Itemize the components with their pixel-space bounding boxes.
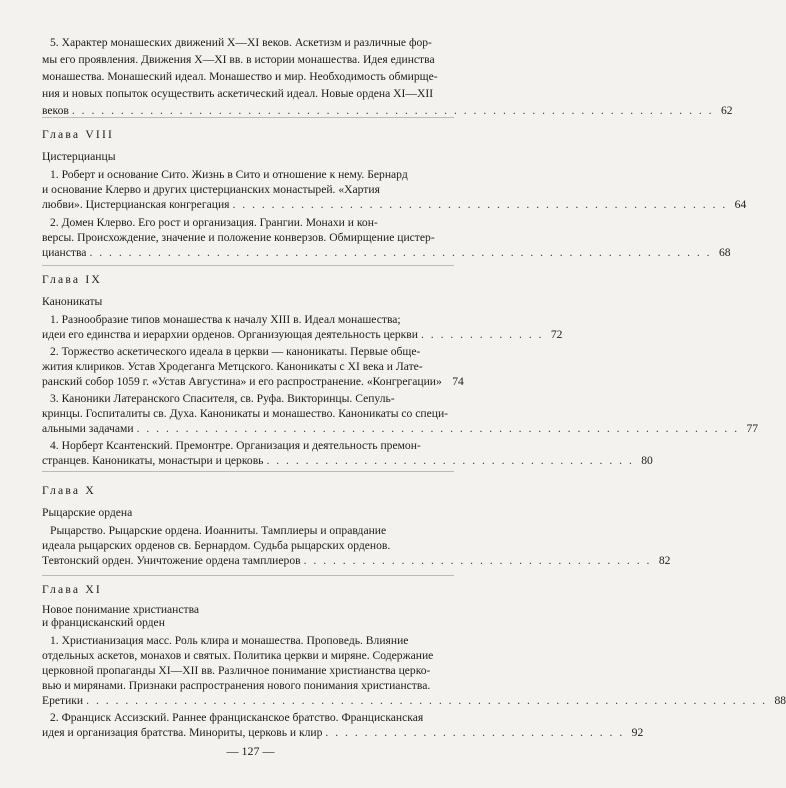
- toc-line: жития клириков. Устав Хродеганга Метцского. Каноникаты с XI века и Лате-: [42, 360, 423, 373]
- toc-line: идея и организация братства. Минориты, церковь и клир: [42, 726, 323, 739]
- chapter-title: Новое понимание христианства: [42, 603, 200, 616]
- page-number: 62: [720, 104, 733, 117]
- leader-dots: . . . . . . . . . . . . . . . . . . . . . . . . . . . . . . . . . . . . . . . . . . . . . . . . . . .: [232, 198, 728, 211]
- chapter-title: Цистерцианцы: [42, 150, 116, 163]
- chapter-heading: Глава XI: [42, 583, 102, 596]
- toc-line: любви». Цистерцианская конгрегация: [42, 198, 230, 211]
- toc-last-line: [42, 694, 786, 708]
- section-divider: [42, 575, 454, 576]
- toc-line: 1. Роберт и основание Сито. Жизнь в Сито и отношение к нему. Бернард: [50, 168, 408, 181]
- page-number: 64: [734, 198, 747, 211]
- toc-line: ния и новых попыток осуществить аскетический идеал. Новые ордена XI—XII: [42, 87, 434, 100]
- section-divider: [42, 471, 454, 472]
- toc-last-line: [42, 554, 671, 568]
- toc-line: 2. Торжество аскетического идеала в церкви — каноникаты. Первые обще-: [50, 345, 421, 358]
- toc-line: монашества. Монашеский идеал. Монашество и мир. Необходимость обмирще-: [42, 70, 438, 83]
- toc-last-line: [42, 422, 759, 436]
- toc-last-line: [42, 328, 563, 342]
- leader-dots: . . . . . . . . . . . . .: [420, 328, 544, 341]
- toc-line: Рыцарство. Рыцарские ордена. Иоанниты. Тамплиеры и оправдание: [50, 524, 387, 537]
- page-number: 88: [774, 694, 786, 707]
- toc-line: 1. Разнообразие типов монашества к началу XIII в. Идеал монашества;: [50, 313, 401, 326]
- page-number: 77: [746, 422, 759, 435]
- leader-dots: . . . . . . . . . . . . . . . . . . . . . . . . . . . . . . . . . . . .: [303, 554, 652, 567]
- section-divider: [42, 117, 454, 118]
- toc-last-line: [42, 198, 747, 212]
- page-number: 68: [718, 246, 731, 259]
- toc-last-line: [42, 726, 644, 740]
- page-number: 92: [631, 726, 644, 739]
- toc-line: Тевтонский орден. Уничтожение ордена тамплиеров: [42, 554, 301, 567]
- toc-last-line: [42, 454, 653, 468]
- toc-line: странцев. Каноникаты, монастыри и церковь: [42, 454, 264, 467]
- chapter-title: Каноникаты: [42, 295, 103, 308]
- toc-line: и основание Клерво и других цистерцианских монастырей. «Хартия: [42, 183, 380, 196]
- leader-dots: . . . . . . . . . . . . . . . . . . . . . . . . . . . . . . . . . . . . . .: [266, 454, 634, 467]
- chapter-title: и францисканский орден: [42, 616, 165, 629]
- toc-line: версы. Происхождение, значение и положение конверзов. Обмирщение цистер-: [42, 231, 435, 244]
- leader-dots: . . . . . . . . . . . . . . . . . . . . . . . . . . . . . . . . . . . . . . . . . . . . . . . . . . . . . . . . . . . . . . . .: [89, 246, 712, 259]
- toc-line: идеи его единства и иерархии орденов. Организующая деятельность церкви: [42, 328, 418, 341]
- chapter-title: Рыцарские ордена: [42, 506, 133, 519]
- toc-line: цианства: [42, 246, 87, 259]
- leader-dots: . . . . . . . . . . . . . . . . . . . . . . . . . . . . . . . . . . . . . . . . . . . . . . . . . . . . . . . . . . . . . . . . . . . . . .: [86, 694, 768, 707]
- toc-line: идеала рыцарских орденов св. Бернардом. Судьба рыцарских орденов.: [42, 539, 391, 552]
- toc-line: веков: [42, 104, 69, 117]
- toc-line: 5. Характер монашеских движений X—XI веков. Аскетизм и различные фор-: [50, 36, 432, 49]
- page-number: 72: [550, 328, 563, 341]
- toc-line: церковной пропаганды XI—XII вв. Различное понимание христианства церко-: [42, 664, 431, 677]
- section-divider: [42, 265, 454, 266]
- page-number: 82: [658, 554, 671, 567]
- page-number: 80: [641, 454, 653, 467]
- toc-last-line: [42, 246, 731, 260]
- leader-dots: . . . . . . . . . . . . . . . . . . . . . . . . . . . . . . .: [325, 726, 625, 739]
- chapter-heading: Глава X: [42, 484, 96, 497]
- toc-line: Еретики: [42, 694, 84, 707]
- toc-line: 2. Франциск Ассизский. Раннее францисканское братство. Францисканская: [50, 711, 424, 724]
- toc-line: кринцы. Госпиталиты св. Духа. Каноникаты и монашество. Каноникаты со специ-: [42, 407, 449, 420]
- toc-line: 2. Домен Клерво. Его рост и организация. Грангии. Монахи и кон-: [50, 216, 378, 229]
- toc-line: вью и мирянами. Признаки распространения нового понимания христианства.: [42, 679, 431, 692]
- chapter-heading: Глава IX: [42, 273, 102, 286]
- toc-line: ранский собор 1059 г. «Устав Августина» и его распространение. «Конгрегации»: [42, 375, 442, 388]
- toc-line: отдельных аскетов, монахов и святых. Политика церкви и миряне. Содержание: [42, 649, 434, 662]
- toc-last-line: [42, 375, 464, 389]
- chapter-heading: Глава VIII: [42, 128, 115, 141]
- page-footer-number: — 127 —: [226, 744, 275, 758]
- leader-dots: . . . . . . . . . . . . . . . . . . . . . . . . . . . . . . . . . . . . . . . . . . . . . . . . . . . . . . . . . . . . . . . . . .: [71, 104, 714, 117]
- page-number: 74: [452, 375, 464, 388]
- leader-dots: . . . . . . . . . . . . . . . . . . . . . . . . . . . . . . . . . . . . . . . . . . . . . . . . . . . . . . . . . . . . . .: [136, 422, 740, 435]
- toc-line: 4. Норберт Ксантенский. Премонтре. Организация и деятельность премон-: [50, 439, 421, 452]
- toc-line: 3. Каноники Латеранского Спасителя, св. Руфа. Викторинцы. Сепуль-: [50, 392, 395, 405]
- toc-line: 1. Христианизация масс. Роль клира и монашества. Проповедь. Влияние: [50, 634, 409, 647]
- toc-last-line: [42, 104, 733, 118]
- toc-line: мы его проявления. Движения X—XI вв. в истории монашества. Идея единства: [42, 53, 435, 66]
- toc-line: альными задачами: [42, 422, 134, 435]
